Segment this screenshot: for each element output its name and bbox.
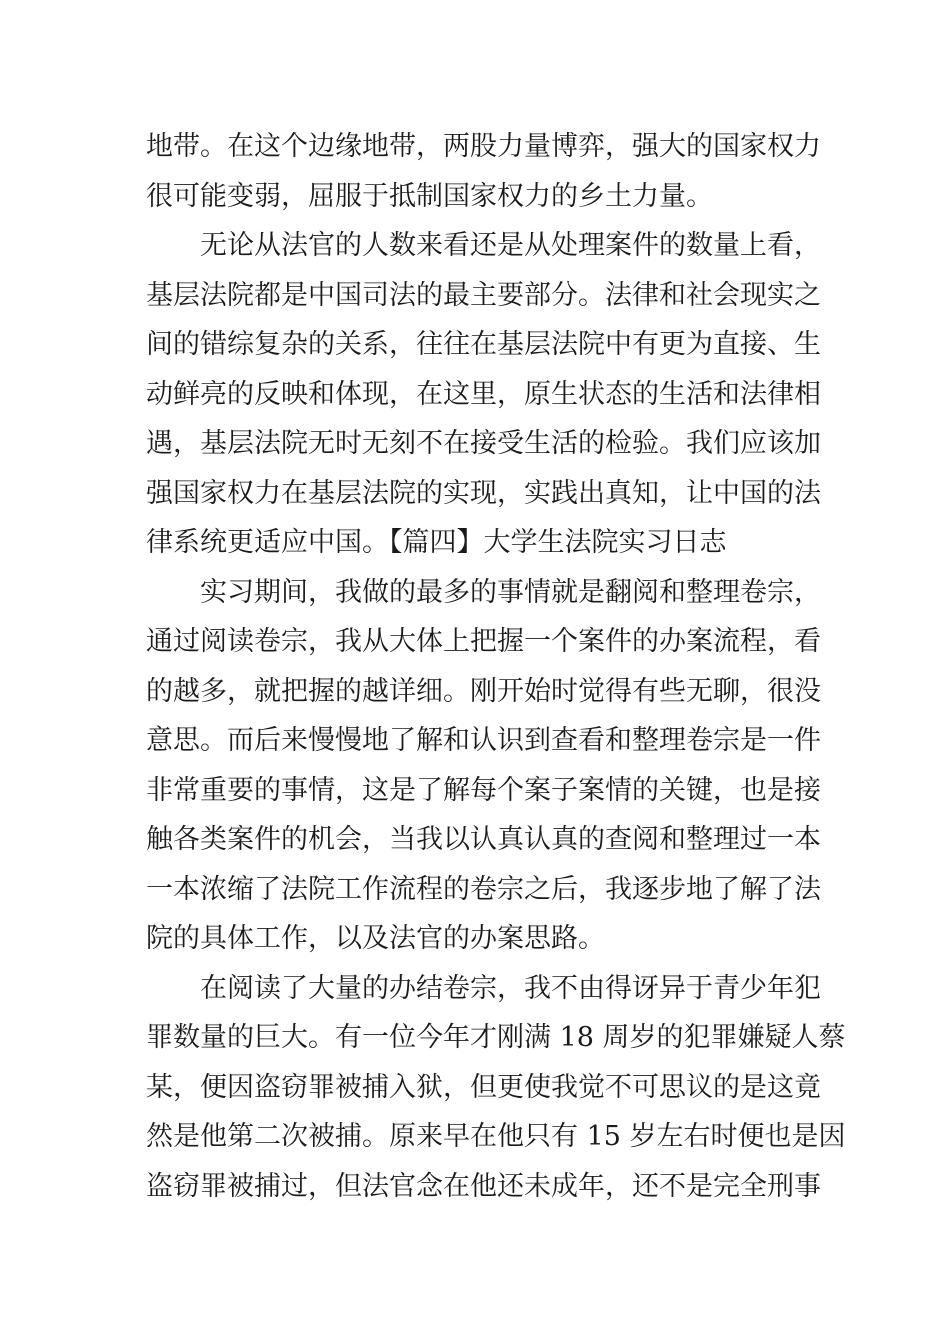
text-line: 律系统更适应中国。【篇四】大学生法院实习日志 [146,527,727,558]
paragraph-first-line: 在阅读了大量的办结卷宗，我不由得讶异于青少年犯 [200,972,821,1004]
text-line: 意思。而后来慢慢地了解和认识到查看和整理卷宗是一件 [146,725,821,756]
text-line: 然是他第二次被捕。原来早在他只有 15 岁左右时便也是因 [146,1121,846,1152]
text-line: 罪数量的巨大。有一位今年才刚满 18 周岁的犯罪嫌疑人蔡 [146,1022,846,1053]
text-line: 非常重要的事情，这是了解每个案子案情的关键，也是接 [146,774,821,806]
text-line: 遇，基层法院无时无刻不在接受生活的检验。我们应该加 [146,428,821,459]
paragraph-first-line: 无论从法官的人数来看还是从处理案件的数量上看， [200,230,821,261]
text-line: 基层法院都是中国司法的最主要部分。法律和社会现实之 [146,279,821,311]
text-line: 间的错综复杂的关系，往往在基层法院中有更为直接、生 [146,329,821,360]
text-line: 地带。在这个边缘地带，两股力量博弈，强大的国家权力 [146,131,821,162]
text-line: 强国家权力在基层法院的实现，实践出真知，让中国的法 [146,477,821,509]
paragraph-first-line: 实习期间，我做的最多的事情就是翻阅和整理卷宗， [200,576,821,608]
text-line: 院的具体工作，以及法官的办案思路。 [146,923,605,954]
document-body [146,122,846,1211]
text-line: 很可能变弱，屈服于抵制国家权力的乡土力量。 [146,180,713,212]
text-line: 的越多，就把握的越详细。刚开始时觉得有些无聊，很没 [146,675,821,707]
text-line: 动鲜亮的反映和体现，在这里，原生状态的生活和法律相 [146,378,821,410]
text-line: 一本浓缩了法院工作流程的卷宗之后，我逐步地了解了法 [146,873,821,905]
text-line: 通过阅读卷宗，我从大体上把握一个案件的办案流程，看 [146,626,821,657]
text-line: 触各类案件的机会，当我以认真认真的查阅和整理过一本 [146,824,821,855]
text-line: 某，便因盗窃罪被捕入狱，但更使我觉不可思议的是这竟 [146,1071,821,1103]
text-line: 盗窃罪被捕过，但法官念在他还未成年，还不是完全刑事 [146,1170,821,1202]
